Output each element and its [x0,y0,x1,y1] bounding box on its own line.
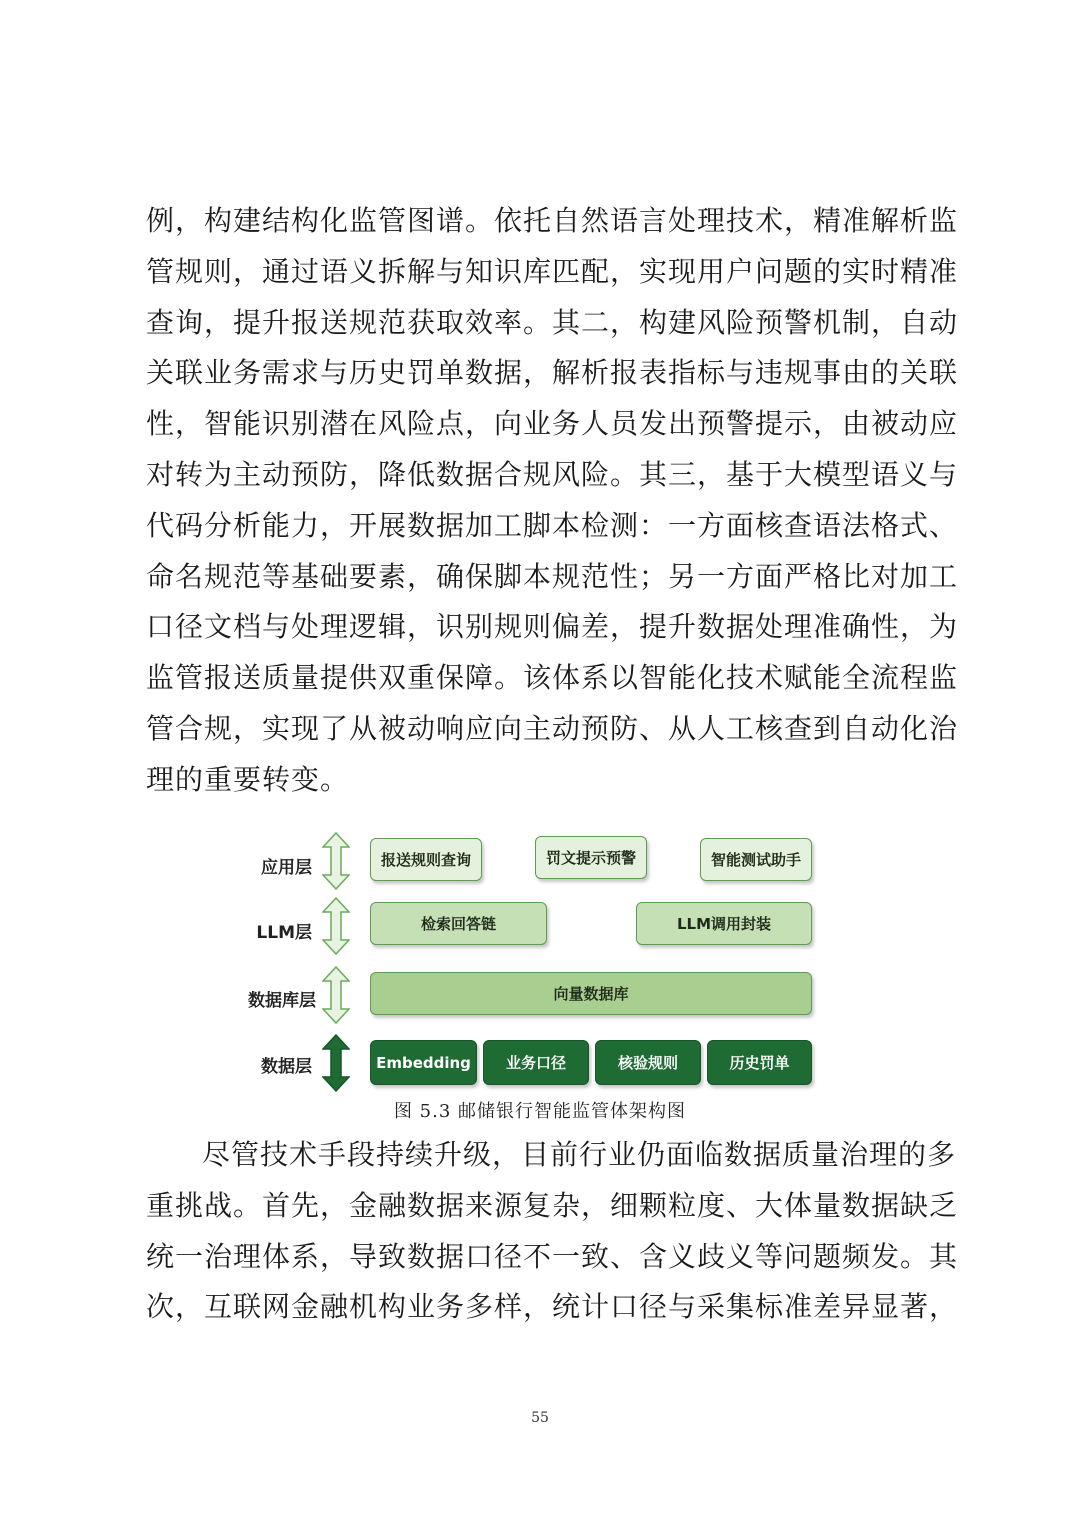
text-line: 管规则，通过语义拆解与知识库匹配，实现用户问题的实时精准 [146,254,959,288]
text-line: 次，互联网金融机构业务多样，统计口径与采集标准差异显著， [146,1290,959,1324]
double-arrow-icon [322,1034,350,1092]
layer-label-application: 应用层 [261,858,312,878]
paragraph-1 [146,196,959,806]
figure-caption: 图 5.3 邮储银行智能监管体架构图 [393,1101,687,1122]
box-business-caliber: 业务口径 [483,1040,589,1085]
text-line: 对转为主动预防，降低数据合规风险。其三，基于大模型语义与 [146,457,959,491]
text-line: 性，智能识别潜在风险点，向业务人员发出预警提示，由被动应 [146,407,959,441]
double-arrow-icon [322,832,350,890]
text-line: 监管报送质量提供双重保障。该体系以智能化技术赋能全流程监 [146,661,959,695]
layer-label-database: 数据库层 [248,991,316,1011]
box-report-rule-query: 报送规则查询 [370,838,482,881]
text-line: 尽管技术手段持续升级，目前行业仍面临数据质量治理的多 [202,1138,957,1171]
text-line: 管合规，实现了从被动响应向主动预防、从人工核查到自动化治 [146,711,959,745]
page-number: 55 [531,1410,549,1426]
box-vector-database: 向量数据库 [370,972,812,1015]
text-line: 重挑战。首先，金融数据来源复杂，细颗粒度、大体量数据缺乏 [146,1188,959,1222]
box-verification-rules: 核验规则 [595,1040,701,1085]
text-line: 理的重要转变。 [146,762,350,796]
box-embedding: Embedding [370,1040,477,1085]
box-smart-test-assistant: 智能测试助手 [700,838,812,881]
box-penalty-alert: 罚文提示预警 [535,836,647,879]
text-line: 代码分析能力，开展数据加工脚本检测：一方面核查语法格式、 [146,508,959,542]
double-arrow-icon [322,966,350,1024]
paragraph-2 [146,1130,959,1333]
double-arrow-icon [322,897,350,955]
text-line: 例，构建结构化监管图谱。依托自然语言处理技术，精准解析监 [146,204,959,237]
text-line: 口径文档与处理逻辑，识别规则偏差，提升数据处理准确性，为 [146,610,959,644]
text-line: 统一治理体系，导致数据口径不一致、含义歧义等问题频发。其 [146,1239,959,1273]
text-line: 查询，提升报送规范获取效率。其二，构建风险预警机制，自动 [146,305,959,339]
layer-label-llm: LLM层 [256,923,312,943]
box-retrieval-answer-chain: 检索回答链 [370,902,547,945]
layer-label-data: 数据层 [261,1057,312,1077]
text-line: 关联业务需求与历史罚单数据，解析报表指标与违规事由的关联 [146,356,959,390]
box-llm-call-wrapper: LLM调用封装 [636,902,812,945]
box-historical-penalties: 历史罚单 [707,1040,812,1085]
text-line: 命名规范等基础要素，确保脚本规范性；另一方面严格比对加工 [146,559,959,593]
